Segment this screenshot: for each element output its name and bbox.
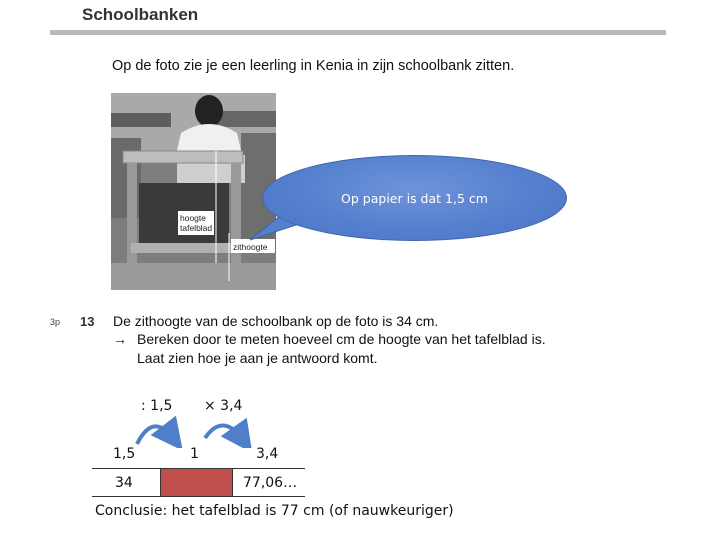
- ratio-table-divider-1: [160, 468, 161, 496]
- ratio-table-divider-2: [232, 468, 233, 496]
- ratio-cell-r2c1: 34: [115, 475, 133, 491]
- intro-text: Op de foto zie je een leerling in Kenia in zijn schoolbank zitten.: [112, 58, 515, 74]
- ratio-cell-r1c3: 3,4: [256, 446, 279, 462]
- header-divider: [50, 30, 666, 35]
- question-number: 13: [80, 314, 95, 329]
- callout-bubble: [262, 155, 567, 241]
- photo-label-seat-height: zithoogte: [233, 242, 268, 252]
- ratio-cell-r2c3: 77,06…: [243, 475, 298, 491]
- desk-photo: [111, 93, 276, 290]
- question-line-2-text: Bereken door te meten hoeveel cm de hoogte van het tafelblad is.: [137, 331, 546, 347]
- photo-label-height-line2: tafelblad: [180, 223, 213, 233]
- ratio-table-rule-bottom: [92, 496, 305, 497]
- question-line-2: [113, 331, 546, 347]
- ratio-arrows: [125, 414, 255, 448]
- question-marks: 3p: [50, 317, 61, 327]
- ratio-operation-divide: : 1,5: [141, 398, 173, 414]
- photo-label-height-line1: hoogte: [180, 213, 206, 223]
- ratio-cell-r1c2: 1: [190, 446, 199, 462]
- callout-text: Op papier is dat 1,5 cm: [341, 190, 488, 206]
- answer-cell-highlight: [161, 469, 232, 496]
- conclusion-text: Conclusie: het tafelblad is 77 cm (of nauwkeuriger): [95, 503, 454, 519]
- page-title: Schoolbanken: [82, 5, 199, 24]
- ratio-operation-multiply: × 3,4: [204, 398, 243, 414]
- question-line-3: Laat zien hoe je aan je antwoord komt.: [137, 350, 378, 366]
- arrow-icon: →: [113, 331, 127, 347]
- ratio-cell-r1c1: 1,5: [113, 446, 136, 462]
- question-line-1: De zithoogte van de schoolbank op de foto is 34 cm.: [113, 313, 439, 329]
